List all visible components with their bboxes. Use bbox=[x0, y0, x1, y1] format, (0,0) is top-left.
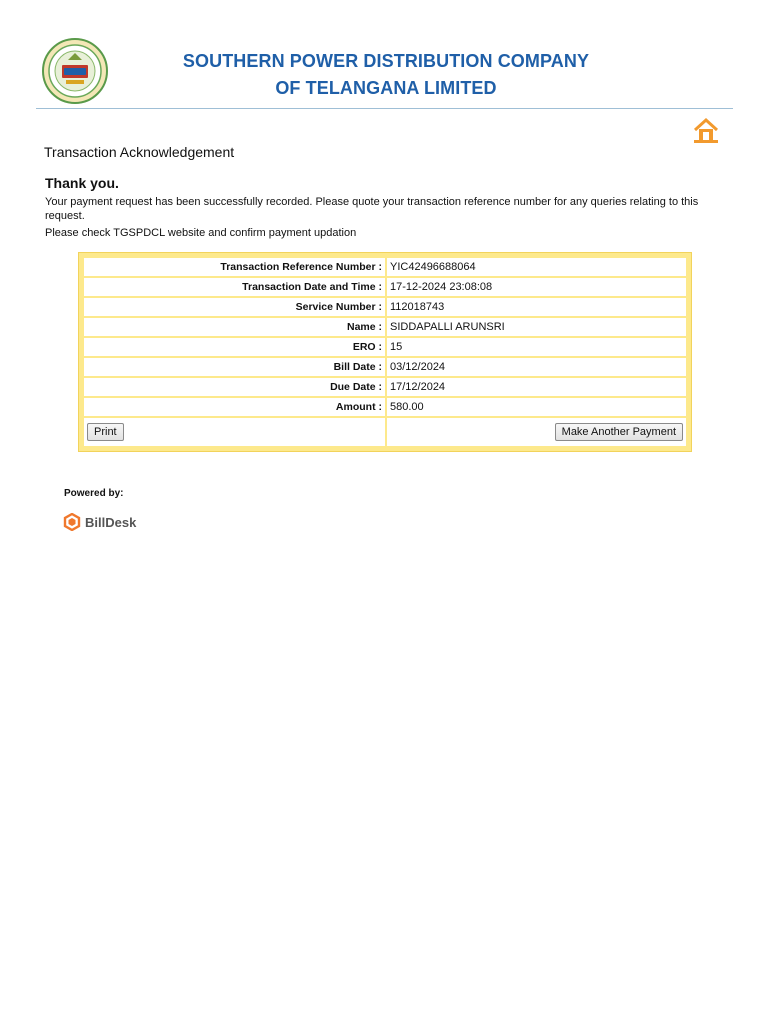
thank-you-heading: Thank you. bbox=[45, 175, 119, 191]
home-icon[interactable] bbox=[692, 116, 720, 144]
service-number-value: 112018743 bbox=[387, 298, 686, 316]
row-label: Service Number : bbox=[84, 298, 385, 316]
table-row bbox=[84, 358, 686, 376]
tgspdcl-logo bbox=[42, 38, 108, 104]
table-row bbox=[84, 378, 686, 396]
check-website-message: Please check TGSPDCL website and confirm payment updation bbox=[45, 227, 357, 239]
row-label: Amount : bbox=[84, 398, 385, 416]
ero-value: 15 bbox=[387, 338, 686, 356]
row-label: Transaction Date and Time : bbox=[84, 278, 385, 296]
transaction-reference-value: YIC42496688064 bbox=[387, 258, 686, 276]
print-button[interactable]: Print bbox=[87, 423, 124, 441]
page-header bbox=[36, 32, 733, 109]
table-row bbox=[84, 318, 686, 336]
transaction-details-table bbox=[82, 256, 688, 448]
bill-date-value: 03/12/2024 bbox=[387, 358, 686, 376]
table-row bbox=[84, 338, 686, 356]
table-row bbox=[84, 298, 686, 316]
transaction-datetime-value: 17-12-2024 23:08:08 bbox=[387, 278, 686, 296]
action-row bbox=[84, 418, 686, 446]
transaction-details-box bbox=[78, 252, 692, 452]
row-label: ERO : bbox=[84, 338, 385, 356]
billdesk-logo-icon bbox=[63, 513, 81, 531]
row-label: Bill Date : bbox=[84, 358, 385, 376]
billdesk-logo bbox=[63, 512, 136, 532]
page-title: Transaction Acknowledgement bbox=[44, 144, 235, 160]
table-row bbox=[84, 258, 686, 276]
print-cell bbox=[84, 418, 385, 446]
company-name-line2: OF TELANGANA LIMITED bbox=[275, 78, 497, 98]
make-another-payment-button[interactable]: Make Another Payment bbox=[555, 423, 683, 441]
row-label: Name : bbox=[84, 318, 385, 336]
table-row bbox=[84, 278, 686, 296]
company-name bbox=[146, 48, 626, 102]
row-label: Due Date : bbox=[84, 378, 385, 396]
billdesk-name: BillDesk bbox=[85, 514, 137, 530]
company-name-line1: SOUTHERN POWER DISTRIBUTION COMPANY bbox=[182, 51, 590, 71]
name-value: SIDDAPALLI ARUNSRI bbox=[387, 318, 686, 336]
row-label: Transaction Reference Number : bbox=[84, 258, 385, 276]
amount-value: 580.00 bbox=[387, 398, 686, 416]
due-date-value: 17/12/2024 bbox=[387, 378, 686, 396]
powered-by-label: Powered by: bbox=[64, 488, 124, 499]
confirmation-message: Your payment request has been successfully recorded. Please quote your transaction reference number for any queries relating to this request. bbox=[45, 196, 699, 222]
another-payment-cell bbox=[387, 418, 686, 446]
table-row bbox=[84, 398, 686, 416]
